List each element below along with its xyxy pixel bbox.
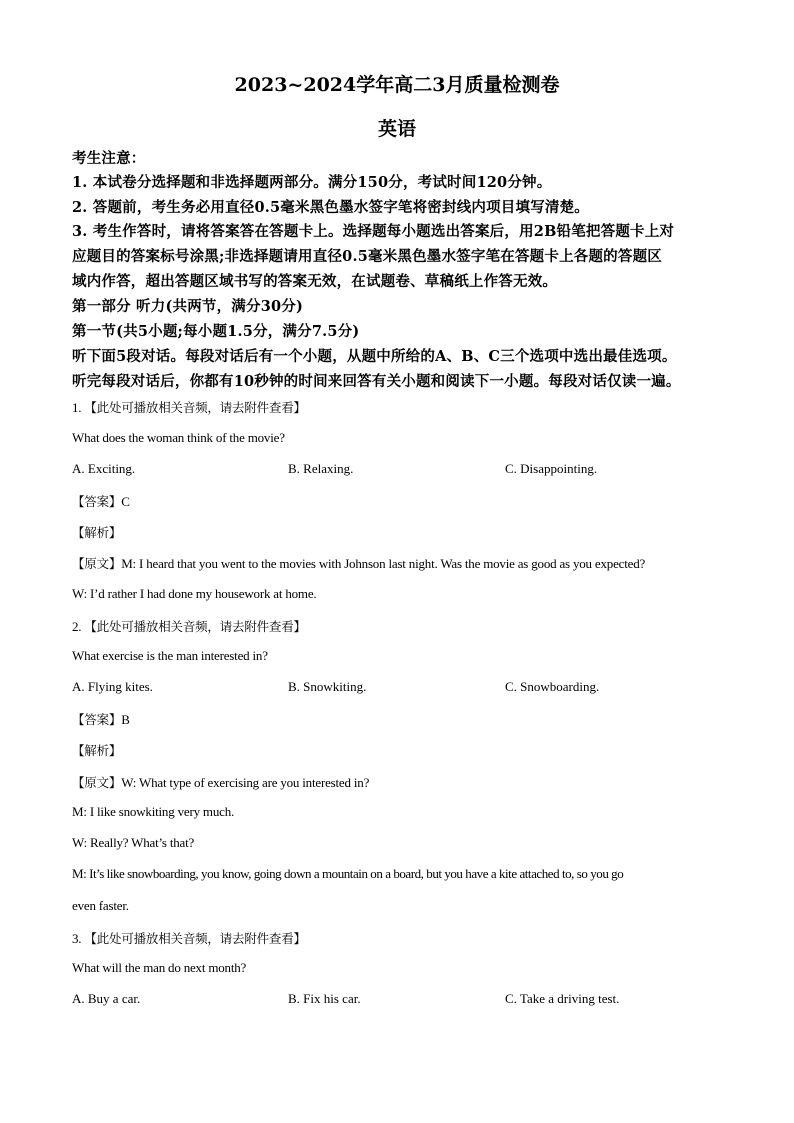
transcript-line	[72, 773, 369, 791]
option-b: B. Relaxing.	[288, 461, 354, 476]
notice-item: 3. 考生作答时，请将答案答在答题卡上。选择题每小题选出答案后，用2B铅笔把答题卡上对	[72, 223, 675, 240]
audio-link[interactable]: 【此处可播放相关音频，请去附件查看】	[84, 619, 306, 634]
option-a: A. Flying kites.	[72, 679, 153, 694]
transcript-text: M: I heard that you went to the movies with Johnson last night. Was the movie as good as you expected?	[121, 556, 646, 571]
answer-line	[72, 710, 130, 728]
option-b: B. Snowkiting.	[288, 679, 367, 694]
original-tag: 【原文】	[72, 775, 122, 790]
analysis-tag: 【解析】	[72, 743, 122, 758]
transcript-line: W: I’d rather I had done my housework at home.	[72, 586, 317, 601]
analysis-line	[72, 523, 121, 541]
question-audio-line	[72, 617, 306, 635]
question-text: What does the woman think of the movie?	[72, 430, 285, 445]
subject-title: 英语	[377, 118, 416, 140]
answer-line	[72, 492, 130, 510]
option-a: A. Buy a car.	[72, 991, 141, 1006]
answer-value: B	[121, 712, 130, 727]
question-audio-line	[72, 398, 306, 416]
notice-item: 应题目的答案标号涂黑;非选择题请用直径0.5毫米黑色墨水签字笔在答题卡上各题的答题区	[72, 248, 662, 265]
notice-item: 1. 本试卷分选择题和非选择题两部分。满分150分，考试时间120分钟。	[72, 174, 552, 191]
transcript-line	[72, 554, 645, 572]
audio-link[interactable]: 【此处可播放相关音频，请去附件查看】	[84, 931, 306, 946]
answer-tag: 【答案】	[72, 712, 122, 727]
notice-item: 2. 答题前，考生务必用直径0.5毫米黑色墨水签字笔将密封线内项目填写清楚。	[72, 199, 590, 216]
instruction-line: 听完每段对话后，你都有10秒钟的时间来回答有关小题和阅读下一小题。每段对话仅读一遍。	[72, 373, 681, 390]
option-c: C. Snowboarding.	[505, 679, 600, 694]
question-number: 2.	[72, 619, 82, 634]
section-title: 第一节(共5小题;每小题1.5分，满分7.5分)	[72, 323, 360, 340]
analysis-tag: 【解析】	[72, 525, 122, 540]
exam-title: 2023~2024学年高二3月质量检测卷	[234, 74, 560, 96]
notice-heading: 考生注意：	[72, 150, 146, 167]
transcript-line: even faster.	[72, 898, 129, 913]
transcript-text: W: What type of exercising are you interested in?	[121, 775, 370, 790]
original-tag: 【原文】	[72, 556, 122, 571]
transcript-line: W: Really? What’s that?	[72, 835, 195, 850]
analysis-line	[72, 741, 121, 759]
question-number: 3.	[72, 931, 82, 946]
option-c: C. Disappointing.	[505, 461, 598, 476]
transcript-line: M: It’s like snowboarding, you know, going down a mountain on a board, but you have a kite attached to, so you go	[72, 866, 624, 881]
answer-tag: 【答案】	[72, 494, 122, 509]
option-c: C. Take a driving test.	[505, 991, 620, 1006]
part-title: 第一部分 听力(共两节，满分30分)	[72, 298, 304, 315]
audio-link[interactable]: 【此处可播放相关音频，请去附件查看】	[84, 400, 306, 415]
question-audio-line	[72, 929, 306, 947]
transcript-line: M: I like snowkiting very much.	[72, 804, 235, 819]
instruction-line: 听下面5段对话。每段对话后有一个小题，从题中所给的A、B、C三个选项中选出最佳选项。	[72, 348, 677, 365]
question-number: 1.	[72, 400, 82, 415]
question-text: What will the man do next month?	[72, 960, 247, 975]
option-b: B. Fix his car.	[288, 991, 361, 1006]
option-a: A. Exciting.	[72, 461, 136, 476]
notice-item: 域内作答，超出答题区域书写的答案无效，在试题卷、草稿纸上作答无效。	[72, 273, 558, 290]
question-text: What exercise is the man interested in?	[72, 648, 268, 663]
answer-value: C	[121, 494, 130, 509]
